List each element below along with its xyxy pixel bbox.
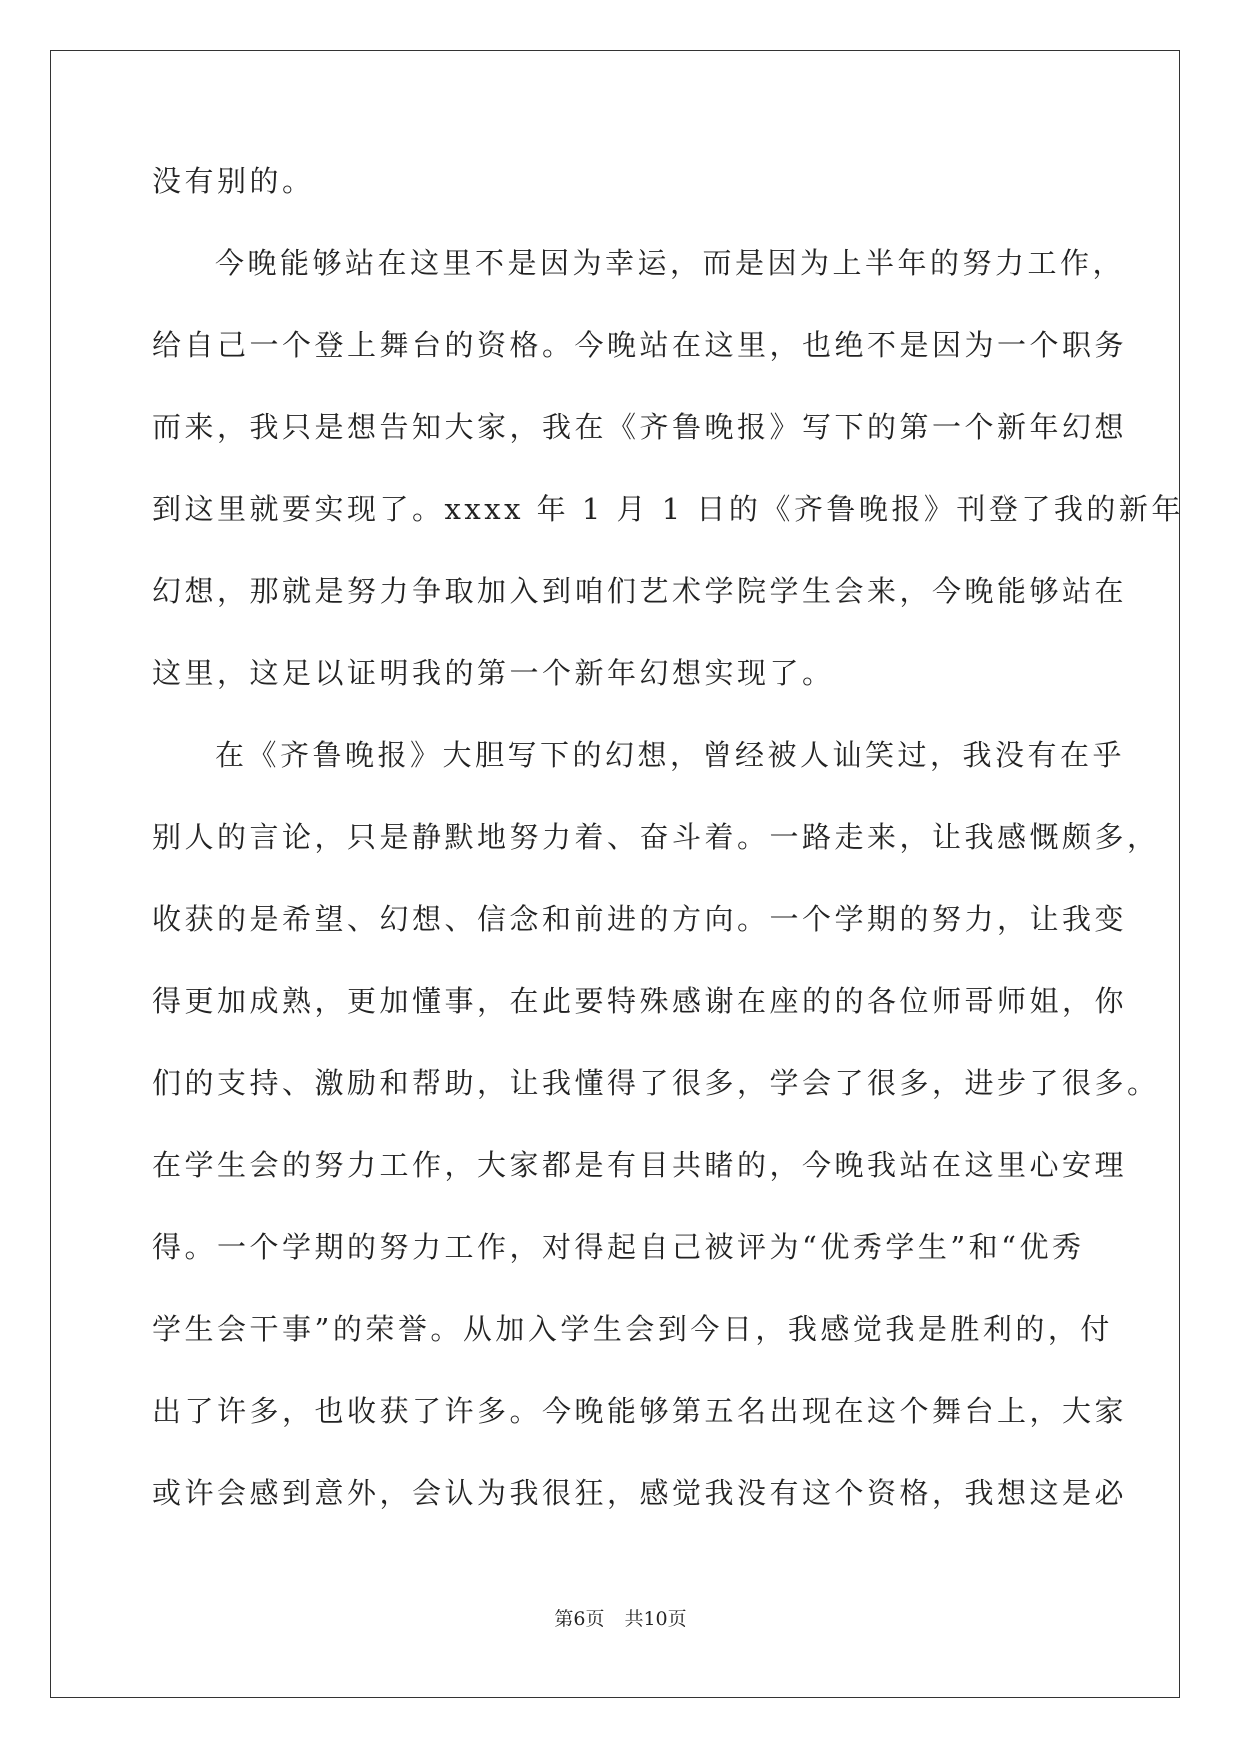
text-line: 幻想，那就是努力争取加入到咱们艺术学院学生会来，今晚能够站在 bbox=[152, 574, 1128, 608]
page-total: 共10页 bbox=[624, 1608, 687, 1630]
text-line: 到这里就要实现了。xxxx 年 1 月 1 日的《齐鲁晚报》刊登了我的新年 bbox=[152, 492, 1184, 526]
text-line: 出了许多，也收获了许多。今晚能够第五名出现在这个舞台上，大家 bbox=[152, 1394, 1128, 1428]
text-line: 给自己一个登上舞台的资格。今晚站在这里，也绝不是因为一个职务 bbox=[152, 328, 1128, 362]
text-line: 在《齐鲁晚报》大胆写下的幻想，曾经被人讪笑过，我没有在乎 bbox=[215, 738, 1126, 772]
text-line: 而来，我只是想告知大家，我在《齐鲁晚报》写下的第一个新年幻想 bbox=[152, 410, 1128, 444]
document-body bbox=[152, 162, 1184, 1556]
text-line: 这里，这足以证明我的第一个新年幻想实现了。 bbox=[152, 656, 835, 690]
page-number: 第6页 bbox=[554, 1608, 605, 1630]
text-line: 得。一个学期的努力工作，对得起自己被评为“优秀学生”和“优秀 bbox=[152, 1230, 1085, 1264]
text-line: 或许会感到意外，会认为我很狂，感觉我没有这个资格，我想这是必 bbox=[152, 1476, 1128, 1510]
text-line: 得更加成熟，更加懂事，在此要特殊感谢在座的的各位师哥师姐，你 bbox=[152, 984, 1128, 1018]
text-line: 没有别的。 bbox=[152, 164, 315, 198]
text-line: 别人的言论，只是静默地努力着、奋斗着。一路走来，让我感慨颇多， bbox=[152, 820, 1160, 854]
page-footer bbox=[0, 1604, 1241, 1631]
text-line: 学生会干事”的荣誉。从加入学生会到今日，我感觉我是胜利的，付 bbox=[152, 1312, 1113, 1346]
text-line: 今晚能够站在这里不是因为幸运，而是因为上半年的努力工作， bbox=[215, 246, 1126, 280]
text-line: 在学生会的努力工作，大家都是有目共睹的，今晚我站在这里心安理 bbox=[152, 1148, 1128, 1182]
text-line: 们的支持、激励和帮助，让我懂得了很多，学会了很多，进步了很多。 bbox=[152, 1066, 1160, 1100]
text-line: 收获的是希望、幻想、信念和前进的方向。一个学期的努力，让我变 bbox=[152, 902, 1128, 936]
